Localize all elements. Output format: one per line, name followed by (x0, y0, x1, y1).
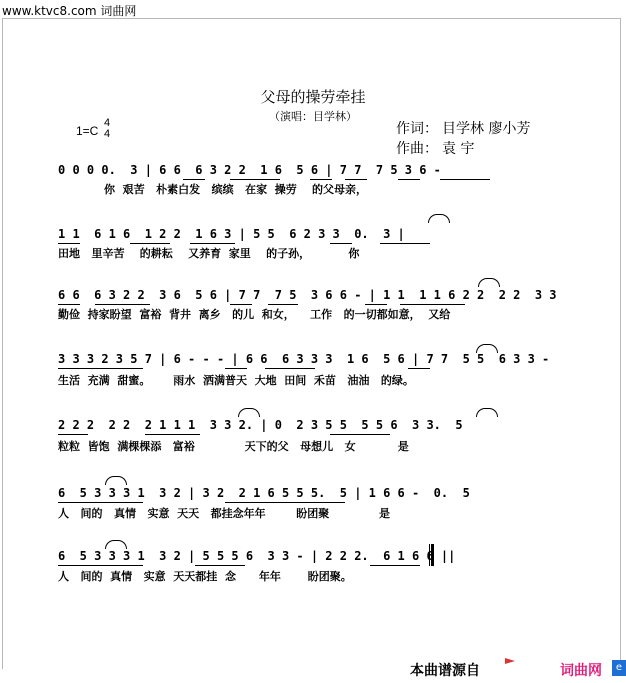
beam (145, 434, 200, 435)
beam (398, 179, 420, 180)
beam (130, 243, 170, 244)
beam (268, 304, 298, 305)
beam (330, 243, 352, 244)
notes-row-2: 1 1 6 1 6 1 2 2 1 6 3 | 5 5 6 2 3 3 0. 3 | (58, 227, 405, 241)
beam (58, 502, 143, 503)
beam (230, 179, 280, 180)
beam (225, 368, 247, 369)
slur (478, 278, 500, 287)
beam (330, 434, 390, 435)
beam (58, 434, 88, 435)
composer-name: 袁 宇 (442, 141, 475, 157)
beam (345, 179, 367, 180)
beam (230, 304, 252, 305)
arrow-icon (505, 658, 515, 664)
slur (428, 214, 450, 223)
slur (238, 408, 260, 417)
notes-row-4: 3 3 3 2 3 5 7 | 6 - - - | 6 6 6 3 3 3 1 6 5 6 | 7 7 5 5 6 3 3 - (58, 352, 550, 366)
lyrics-row-7: 人 间的 真情 实意 天天都挂 念 年年 盼团聚。 (58, 570, 352, 583)
lyrics-row-4: 生活 充满 甜蜜。 雨水 洒满普天 大地 田间 禾苗 油油 的绿。 (58, 374, 414, 387)
beam (370, 565, 420, 566)
lyrics-row-5: 粒粒 皆饱 满棵棵添 富裕 天下的父 母想儿 女 是 (58, 440, 409, 453)
singer-credit: （演唱：目学林） (269, 110, 357, 123)
beam (310, 179, 332, 180)
notes-row-6: 6 5 3 3 3 1 3 2 | 3 2 2 1 6 5 5 5. 5 | 1 6 6 - 0. 5 (58, 486, 470, 500)
time-signature (104, 118, 110, 140)
time-signature-bottom: 4 (104, 128, 111, 140)
notes-row-3: 6 6 6 3 2 2 3 6 5 6 | 7 7 7 5 3 6 6 - | 1 1 1 1 6 2 2 2 2 3 3 (58, 288, 557, 302)
lyrics-row-6: 人 间的 真情 实意 天天 都挂念年年 盼团聚 是 (58, 507, 391, 520)
composer-credit (396, 138, 474, 158)
lyrics-row-3: 勤俭 持家盼望 富裕 背井 离乡 的儿 和女， 工作 的一切都如意， 又给 (58, 308, 451, 321)
beam (225, 502, 345, 503)
key-signature: 1=C (76, 124, 99, 138)
footer-source-text: 本曲谱源自 (410, 663, 480, 679)
lyricist-label: 作词： (396, 121, 438, 137)
beam (58, 368, 143, 369)
beam (400, 304, 465, 305)
beam (195, 565, 245, 566)
notes-row-7: 6 5 3 3 3 1 3 2 | 5 5 5 6 3 3 - | 2 2 2. 6 1 6 6 || (58, 549, 456, 563)
lyrics-row-2: 田地 里辛苦 的耕耘 又养育 家里 的子孙， 你 (58, 247, 360, 260)
notes-row-1: 0 0 0 0. 3 | 6 6 6 3 2 2 1 6 5 6 | 7 7 7 5 3 6 - (58, 163, 441, 177)
site-watermark-top[interactable]: www.ktvc8.com 词曲网 (2, 4, 137, 18)
song-title: 父母的操劳牵挂 (260, 88, 366, 106)
beam (183, 179, 205, 180)
beam (95, 304, 150, 305)
final-barline (429, 544, 434, 566)
composer-label: 作曲： (396, 141, 438, 157)
slur (476, 344, 498, 353)
beam (265, 368, 315, 369)
lyrics-row-1: 你 艰苦 朴素白发 缤缤 在家 操劳 的父母亲， (58, 183, 368, 196)
beam (408, 368, 430, 369)
ie-logo-icon: e (612, 660, 626, 676)
lyricist-credit (396, 118, 530, 138)
beam (190, 243, 235, 244)
beam (365, 304, 387, 305)
slur (476, 408, 498, 417)
time-signature-top: 4 (104, 117, 111, 129)
slur (105, 476, 127, 485)
beam (58, 304, 80, 305)
footer-site-link[interactable]: 词曲网 (560, 663, 602, 679)
beam (58, 243, 80, 244)
beam (440, 179, 490, 180)
lyricist-name: 目学林 廖小芳 (442, 121, 531, 137)
beam (380, 243, 430, 244)
slur (105, 540, 127, 549)
notes-row-5: 2 2 2 2 2 2 1 1 1 3 3 2. | 0 2 3 5 5 5 5 6 3 3. 5 (58, 418, 463, 432)
beam (58, 565, 143, 566)
